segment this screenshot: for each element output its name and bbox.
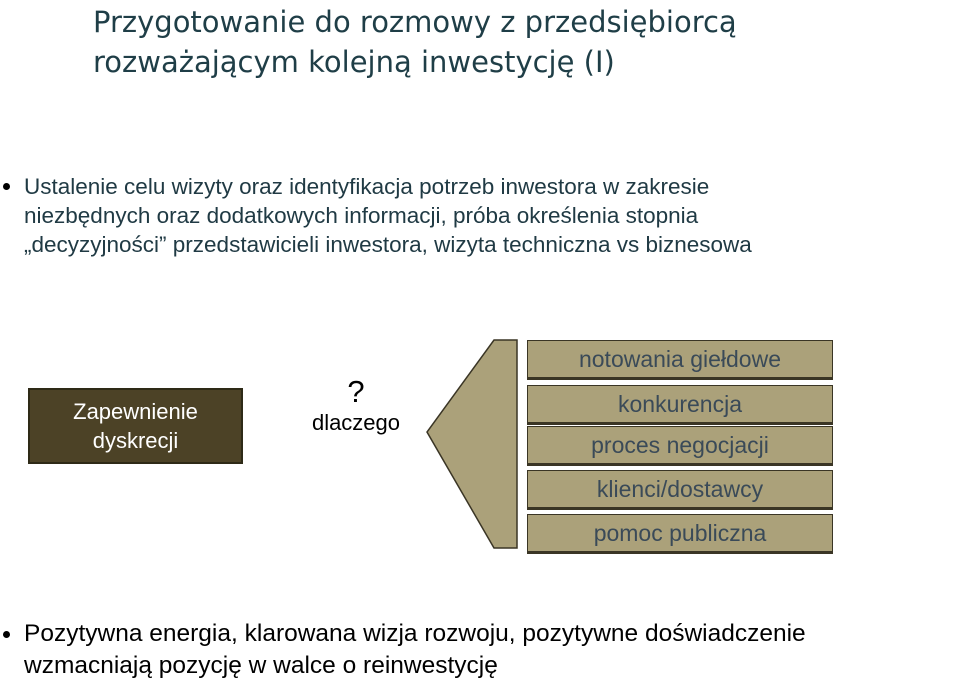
bullet-2-line-1: Pozytywna energia, klarowana wizja rozwoju, pozytywne doświadczenie	[24, 620, 806, 647]
reason-item: proces negocjacji	[527, 426, 833, 466]
reason-item: klienci/dostawcy	[527, 470, 833, 510]
bullet-2-line-2: wzmacniają pozycję w walce o reinwestycję	[24, 652, 498, 679]
bullet-dot-icon	[3, 631, 10, 638]
reason-item: konkurencja	[527, 385, 833, 425]
title-line-2: rozważającym kolejną inwestycję (I)	[93, 45, 615, 79]
question-label: dlaczego	[311, 410, 401, 435]
title-line-1: Przygotowanie do rozmowy z przedsiębiorcą	[93, 5, 737, 39]
reason-item: pomoc publiczna	[527, 514, 833, 554]
question-mark: ?	[347, 374, 365, 409]
reason-item: notowania giełdowe	[527, 340, 833, 380]
bullet-1-line-3: „decyzyjności” przedstawicieli inwestora, wizyta techniczna vs biznesowa	[24, 232, 752, 257]
discretion-label-line-2: dyskrecji	[92, 428, 179, 453]
wedge-shape	[427, 340, 517, 548]
bullet-1-line-2: niezbędnych oraz dodatkowych informacji, próba określenia stopnia	[24, 203, 699, 228]
bullet-point-2	[0, 618, 959, 682]
bullet-1-line-1: Ustalenie celu wizyty oraz identyfikacja potrzeb inwestora w zakresie	[24, 174, 710, 199]
discretion-label-line-1: Zapewnienie	[73, 399, 198, 424]
